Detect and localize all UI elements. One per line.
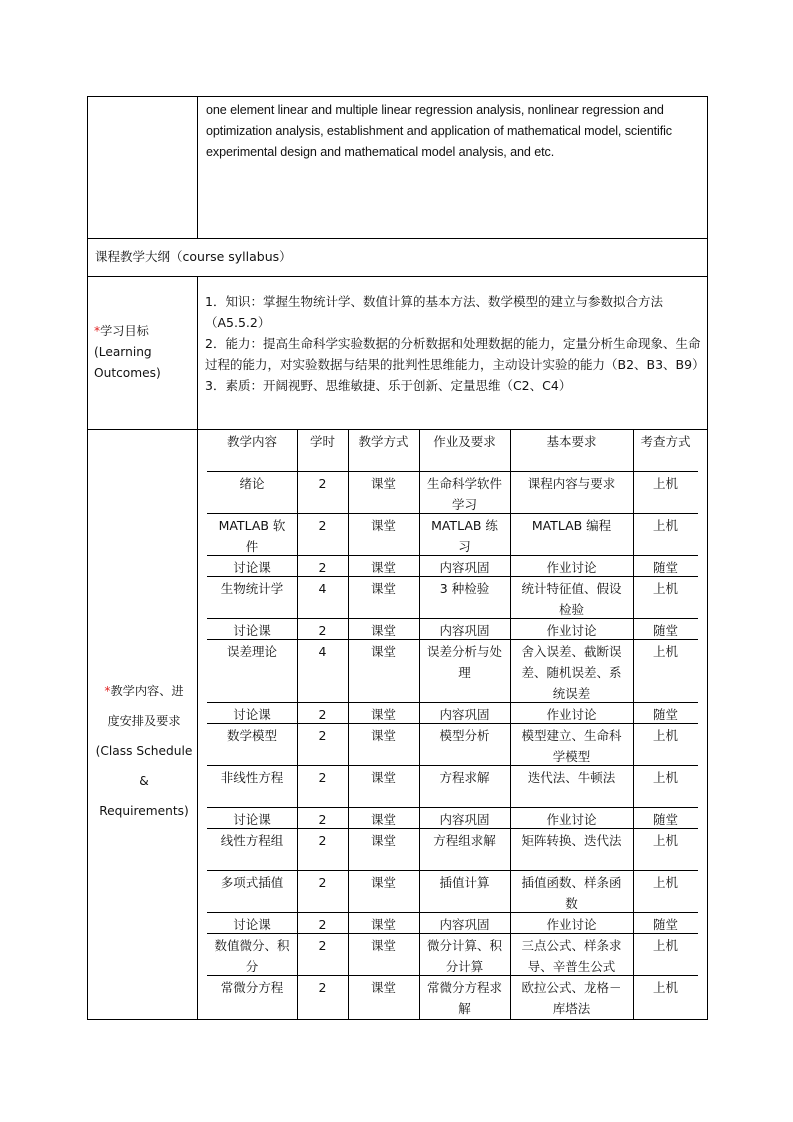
schedule-cell-hours: 2: [318, 476, 327, 491]
schedule-column-divider: [633, 430, 634, 1020]
schedule-cell-content: 多项式插值: [220, 875, 284, 890]
schedule-cell-content: 讨论课: [233, 623, 271, 638]
outcome-quality: 3．素质：开阔视野、思维敏捷、乐于创新、定量思维（C2、C4）: [205, 378, 572, 393]
schedule-cell-hours: 2: [318, 707, 327, 722]
schedule-cell-assessment: 上机: [652, 728, 678, 743]
schedule-label: [94, 676, 194, 826]
syllabus-title: 课程教学大纲（course syllabus）: [95, 249, 292, 264]
schedule-cell-assessment: 上机: [652, 833, 678, 848]
schedule-cell-homework: 模型分析: [439, 728, 490, 743]
schedule-cell-basic-req: 作业讨论: [546, 560, 597, 575]
description-label-cell: [88, 97, 198, 238]
schedule-cell-method: 课堂: [370, 560, 396, 575]
schedule-cell-homework: 方程组求解: [433, 833, 496, 848]
outcome-ability: 2．能力：提高生命科学实验数据的分析数据和处理数据的能力，定量分析生命现象、生命过程的能力，对实验数据与结果的批判性思维能力，主动设计实验的能力（B2、B3、B9）: [205, 336, 705, 372]
schedule-cell-hours: 4: [318, 644, 327, 659]
schedule-cell-homework: 内容巩固: [439, 560, 490, 575]
schedule-cell-method: 课堂: [370, 728, 396, 743]
syllabus-table: [87, 96, 708, 1020]
schedule-cell-content: 绪论: [239, 476, 265, 491]
schedule-cell-method: 课堂: [370, 938, 396, 953]
schedule-cell-hours: 2: [318, 518, 327, 533]
schedule-cell-assessment: 随堂: [652, 623, 678, 638]
schedule-cell-basic-req: 欧拉公式、龙格－库塔法: [521, 980, 622, 1016]
schedule-cell-assessment: 上机: [652, 644, 678, 659]
schedule-header-hours: 学时: [309, 434, 335, 449]
schedule-cell-content: 数学模型: [226, 728, 277, 743]
outcomes-label-en-2: Outcomes): [94, 366, 161, 380]
schedule-cell-content: MATLAB 软件: [218, 518, 286, 554]
outcomes-content-cell: [198, 277, 707, 429]
schedule-label-cn-2: 度安排及要求: [107, 714, 181, 728]
schedule-cell-method: 课堂: [370, 518, 396, 533]
schedule-cell-hours: 2: [318, 770, 327, 785]
schedule-cell-basic-req: MATLAB 编程: [531, 518, 612, 533]
schedule-table: [198, 430, 707, 1020]
schedule-cell-assessment: 上机: [652, 581, 678, 596]
schedule-cell-homework: 内容巩固: [439, 812, 490, 827]
schedule-cell-method: 课堂: [370, 770, 396, 785]
schedule-cell-content: 非线性方程: [220, 770, 284, 785]
schedule-cell-hours: 2: [318, 875, 327, 890]
schedule-header-homework: 作业及要求: [433, 434, 496, 449]
schedule-cell-assessment: 随堂: [652, 560, 678, 575]
schedule-cell-hours: 4: [318, 581, 327, 596]
schedule-cell-basic-req: 作业讨论: [546, 707, 597, 722]
schedule-row: [88, 430, 707, 1020]
schedule-cell-assessment: 上机: [652, 980, 678, 995]
description-text: one element linear and multiple linear regression analysis, nonlinear regression and optimization analysis, establishment and application of mathematical model, scientific experimental design and mathematical model analysis, and etc.: [206, 103, 673, 159]
schedule-cell-basic-req: 矩阵转换、迭代法: [521, 833, 622, 848]
schedule-cell-homework: 生命科学软件学习: [426, 476, 502, 512]
schedule-header-content: 教学内容: [226, 434, 277, 449]
schedule-header-assessment: 考查方式: [640, 434, 691, 449]
schedule-cell-method: 课堂: [370, 476, 396, 491]
schedule-cell-method: 课堂: [370, 980, 396, 995]
schedule-cell-hours: 2: [318, 938, 327, 953]
schedule-cell-content: 常微分方程: [220, 980, 284, 995]
schedule-cell-assessment: 随堂: [652, 812, 678, 827]
schedule-cell-homework: 常微分方程求解: [426, 980, 502, 1016]
required-mark: *: [94, 324, 101, 338]
schedule-cell-homework: 内容巩固: [439, 917, 490, 932]
outcome-knowledge: 1．知识：掌握生物统计学、数值计算的基本方法、数学模型的建立与参数拟合方法（A5.5.2）: [205, 294, 663, 330]
schedule-cell-method: 课堂: [370, 581, 396, 596]
schedule-cell-basic-req: 插值函数、样条函数: [521, 875, 622, 911]
schedule-cell-content: 线性方程组: [220, 833, 284, 848]
schedule-cell-content: 数值微分、积分: [214, 938, 290, 974]
schedule-cell-homework: 3 种检验: [439, 581, 490, 596]
schedule-cell-basic-req: 舍入误差、截断误差、随机误差、系统误差: [521, 644, 622, 701]
schedule-cell-assessment: 随堂: [652, 917, 678, 932]
schedule-cell-method: 课堂: [370, 833, 396, 848]
description-row: [88, 97, 707, 239]
schedule-cell-method: 课堂: [370, 623, 396, 638]
schedule-cell-assessment: 上机: [652, 518, 678, 533]
schedule-cell-basic-req: 作业讨论: [546, 812, 597, 827]
schedule-label-cn-1: *教学内容、进: [104, 684, 184, 698]
schedule-cell-basic-req: 统计特征值、假设检验: [521, 581, 622, 617]
schedule-cell-hours: 2: [318, 728, 327, 743]
description-content-cell: [198, 97, 707, 238]
schedule-cell-method: 课堂: [370, 917, 396, 932]
schedule-column-divider: [510, 430, 511, 1020]
schedule-column-divider: [297, 430, 298, 1020]
schedule-cell-assessment: 上机: [652, 770, 678, 785]
schedule-label-en-2: & Requirements): [99, 774, 189, 818]
outcomes-list: [205, 291, 705, 396]
schedule-cell-basic-req: 作业讨论: [546, 623, 597, 638]
schedule-cell-homework: MATLAB 练习: [431, 518, 498, 554]
schedule-cell-content: 讨论课: [233, 917, 271, 932]
syllabus-title-row: [88, 239, 707, 277]
schedule-cell-assessment: 上机: [652, 875, 678, 890]
schedule-cell-basic-req: 课程内容与要求: [527, 476, 616, 491]
schedule-cell-homework: 内容巩固: [439, 707, 490, 722]
schedule-cell-hours: 2: [318, 623, 327, 638]
schedule-cell-content: 误差理论: [226, 644, 277, 659]
schedule-cell-method: 课堂: [370, 812, 396, 827]
schedule-cell-hours: 2: [318, 980, 327, 995]
outcomes-label-en-1: (Learning: [94, 345, 152, 359]
schedule-column-divider: [348, 430, 349, 1020]
schedule-cell-assessment: 上机: [652, 938, 678, 953]
schedule-cell-hours: 2: [318, 917, 327, 932]
schedule-label-cell: [88, 430, 198, 1020]
schedule-cell-content: 讨论课: [233, 812, 271, 827]
outcomes-label-cell: [88, 277, 198, 429]
schedule-cell-method: 课堂: [370, 875, 396, 890]
schedule-header-method: 教学方式: [358, 434, 409, 449]
schedule-cell-method: 课堂: [370, 707, 396, 722]
schedule-cell-hours: 2: [318, 812, 327, 827]
schedule-column-divider: [419, 430, 420, 1020]
schedule-cell-homework: 微分计算、积分计算: [426, 938, 502, 974]
schedule-cell-homework: 内容巩固: [439, 623, 490, 638]
schedule-cell-content: 讨论课: [233, 560, 271, 575]
schedule-cell-basic-req: 作业讨论: [546, 917, 597, 932]
schedule-header-basic-req: 基本要求: [546, 434, 597, 449]
schedule-label-en-1: (Class Schedule: [95, 744, 193, 758]
schedule-cell-basic-req: 迭代法、牛顿法: [527, 770, 616, 785]
schedule-cell-basic-req: 模型建立、生命科学模型: [521, 728, 622, 764]
schedule-cell-homework: 误差分析与处理: [426, 644, 502, 680]
outcomes-row: [88, 277, 707, 430]
schedule-cell-hours: 2: [318, 833, 327, 848]
schedule-cell-method: 课堂: [370, 644, 396, 659]
schedule-cell-assessment: 随堂: [652, 707, 678, 722]
schedule-cell-basic-req: 三点公式、样条求导、辛普生公式: [521, 938, 622, 974]
schedule-cell-content: 生物统计学: [220, 581, 284, 596]
schedule-cell-assessment: 上机: [652, 476, 678, 491]
schedule-cell-homework: 方程求解: [439, 770, 490, 785]
outcomes-label-cn: *学习目标: [94, 324, 149, 338]
schedule-cell-content: 讨论课: [233, 707, 271, 722]
schedule-cell-hours: 2: [318, 560, 327, 575]
schedule-cell-homework: 插值计算: [439, 875, 490, 890]
